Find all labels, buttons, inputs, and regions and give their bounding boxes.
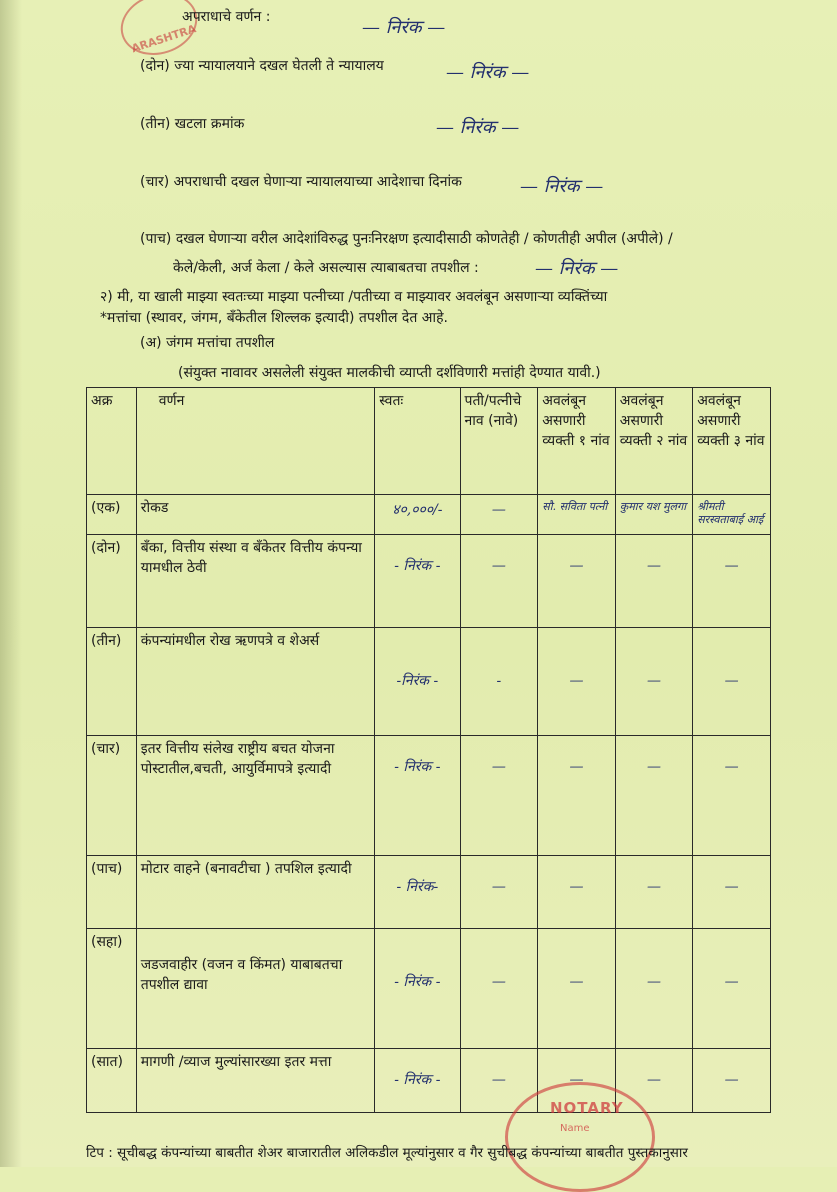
row7-dep3-cell: [693, 1049, 771, 1113]
row1-dep2-value: कुमार यश मुलगा: [619, 500, 687, 513]
row5-self-cell: [375, 856, 460, 929]
row3-dep3-cell: [693, 628, 771, 736]
row1-dep1-value: सौ. सविता पत्नी: [542, 500, 608, 513]
item3-handwritten-value: — निरंक —: [436, 117, 520, 138]
row3-desc: कंपन्यांमधील रोख ऋणपत्रे व शेअर्स: [136, 628, 374, 736]
row5-dep2-cell: [615, 856, 692, 929]
row4-num: (चार): [87, 736, 137, 856]
row3-num: (तीन): [87, 628, 137, 736]
item1-label: अपराधाचे वर्णन :: [182, 9, 271, 25]
row3-dep2-value: —: [646, 673, 661, 689]
row3-spouse-cell: [460, 628, 538, 736]
table-row: [87, 495, 771, 535]
header-desc: वर्णन: [136, 388, 374, 495]
row6-dep3-value: —: [724, 974, 739, 990]
row5-dep1-value: —: [569, 879, 584, 895]
row2-self-value: - निरंक -: [394, 558, 441, 574]
header-self: स्वतः: [375, 388, 460, 495]
section2-line1: २) मी, या खाली माझ्या स्वतःच्या माझ्या पत्नीच्या /पतीच्या व माझ्यावर अवलंबून असणाऱ्या व्यक्तिंच्या: [100, 289, 608, 305]
row6-num: (सहा): [87, 929, 137, 1049]
row2-spouse-cell: [460, 535, 538, 628]
row2-num: (दोन): [87, 535, 137, 628]
row4-dep1-value: —: [569, 759, 584, 775]
row3-self-cell: [375, 628, 460, 736]
header-num: अक्र: [87, 388, 137, 495]
notary-stamp-name: Name: [560, 1123, 590, 1134]
row4-dep3-value: —: [724, 759, 739, 775]
row6-self-value: - निरंक -: [394, 974, 441, 990]
row6-spouse-value: —: [491, 974, 506, 990]
footer-note: टिप : सूचीबद्ध कंपन्यांच्या बाबतीत शेअर बाजारातील अलिकडील मूल्यांनुसार व गैर सुचीबद्ध कंपन्यांच्या बाबतीत पुस्तकानुसार: [86, 1145, 688, 1161]
row5-dep1-cell: [538, 856, 615, 929]
table-row: [87, 736, 771, 856]
row1-spouse-value: —: [491, 502, 506, 518]
row6-dep2-value: —: [646, 974, 661, 990]
row5-dep3-cell: [693, 856, 771, 929]
row5-self-value: - निरंक-: [396, 879, 439, 895]
row5-spouse-value: —: [491, 879, 506, 895]
notary-stamp: [505, 1082, 655, 1192]
row5-spouse-cell: [460, 856, 538, 929]
section2-line2: *मत्तांचा (स्थावर, जंगम, बँकेतील शिल्लक इत्यादी) तपशील देत आहे.: [100, 310, 448, 326]
row6-dep1-cell: [538, 929, 615, 1049]
table-row: [87, 929, 771, 1049]
row2-dep3-cell: [693, 535, 771, 628]
page-edge-shadow: [0, 0, 22, 1167]
row4-self-cell: [375, 736, 460, 856]
row2-dep1-value: —: [569, 558, 584, 574]
row3-dep1-value: —: [569, 673, 584, 689]
row3-self-value: -निरंक -: [396, 673, 439, 689]
notary-stamp-title: NOTARY: [550, 1099, 624, 1117]
table-row: [87, 1049, 771, 1113]
table-header-row: [87, 388, 771, 495]
row4-spouse-cell: [460, 736, 538, 856]
row7-self-cell: [375, 1049, 460, 1113]
row3-dep1-cell: [538, 628, 615, 736]
row2-self-cell: [375, 535, 460, 628]
row4-self-value: - निरंक -: [394, 759, 441, 775]
row1-spouse-cell: [460, 495, 538, 535]
row7-num: (सात): [87, 1049, 137, 1113]
row4-dep2-value: —: [646, 759, 661, 775]
item5-label-line2: केले/केली, अर्ज केला / केले असल्यास त्याबाबतचा तपशील :: [173, 260, 479, 276]
table-row: [87, 628, 771, 736]
row1-dep3-cell: [693, 495, 771, 535]
table-row: [87, 856, 771, 929]
row2-spouse-value: —: [491, 558, 506, 574]
row1-dep1-cell: [538, 495, 615, 535]
row2-dep1-cell: [538, 535, 615, 628]
header-dep1: अवलंबून असणारी व्यक्ती १ नांव: [538, 388, 615, 495]
item1-handwritten-value: — निरंक —: [362, 17, 446, 38]
row6-dep3-cell: [693, 929, 771, 1049]
row7-spouse-value: —: [491, 1072, 506, 1088]
row2-dep2-cell: [615, 535, 692, 628]
row4-dep3-cell: [693, 736, 771, 856]
item5-handwritten-value: — निरंक —: [535, 258, 619, 279]
row1-self-cell: [375, 495, 460, 535]
row2-desc: बँका, वित्तीय संस्था व बँकेतर वित्तीय कंपन्या यामधील ठेवी: [136, 535, 374, 628]
row4-desc: इतर वित्तीय संलेख राष्ट्रीय बचत योजना पोस्टातील,बचती, आयुर्विमापत्रे इत्यादी: [136, 736, 374, 856]
row5-dep2-value: —: [646, 879, 661, 895]
row3-dep3-value: —: [724, 673, 739, 689]
row6-self-cell: [375, 929, 460, 1049]
row4-spouse-value: —: [491, 759, 506, 775]
row5-desc: मोटार वाहने (बनावटीचा ) तपशिल इत्यादी: [136, 856, 374, 929]
row6-dep2-cell: [615, 929, 692, 1049]
header-spouse: पती/पत्नीचे नाव (नावे): [460, 388, 538, 495]
header-dep2: अवलंबून असणारी व्यक्ती २ नांव: [615, 388, 692, 495]
row1-desc: रोकड: [136, 495, 374, 535]
section2-note: (संयुक्त नावावर असलेली संयुक्त मालकीची व्याप्ती दर्शविणारी मत्तांही देण्यात यावी.): [178, 365, 601, 381]
row6-dep1-value: —: [569, 974, 584, 990]
row1-dep2-cell: [615, 495, 692, 535]
row1-num: (एक): [87, 495, 137, 535]
row6-spouse-cell: [460, 929, 538, 1049]
row1-dep3-value: श्रीमती सरस्वताबाई आई: [697, 500, 764, 526]
row7-dep3-value: —: [724, 1072, 739, 1088]
row6-desc: जडजवाहीर (वजन व किंमत) याबाबतचा तपशील द्यावा: [136, 929, 374, 1049]
item5-label-line1: (पाच) दखल घेणाऱ्या वरील आदेशांविरुद्ध पुनःनिरक्षण इत्यादीसाठी कोणतेही / कोणतीही अपील (अपीले) /: [140, 231, 673, 247]
row2-dep2-value: —: [646, 558, 661, 574]
row4-dep1-cell: [538, 736, 615, 856]
row4-dep2-cell: [615, 736, 692, 856]
row5-dep3-value: —: [724, 879, 739, 895]
row1-self-value: ४०,०००/-: [392, 502, 443, 518]
section2-sub-heading: (अ) जंगम मत्तांचा तपशील: [140, 335, 275, 351]
item4-handwritten-value: — निरंक —: [520, 176, 604, 197]
item4-label: (चार) अपराधाची दखल घेणाऱ्या न्यायालयाच्या आदेशाचा दिनांक: [140, 174, 462, 190]
row3-dep2-cell: [615, 628, 692, 736]
table-row: [87, 535, 771, 628]
header-dep3: अवलंबून असणारी व्यक्ती ३ नांव: [693, 388, 771, 495]
row7-dep2-value: —: [646, 1072, 661, 1088]
row5-num: (पाच): [87, 856, 137, 929]
item2-label: (दोन) ज्या न्यायालयाने दखल घेतली ते न्यायालय: [140, 58, 384, 74]
item2-handwritten-value: — निरंक —: [446, 62, 530, 83]
row7-dep1-value: —: [569, 1072, 584, 1088]
row3-spouse-value: -: [496, 673, 502, 689]
row7-self-value: - निरंक -: [394, 1072, 441, 1088]
item3-label: (तीन) खटला क्रमांक: [140, 116, 245, 132]
top-seal-text: ARASHTRA: [129, 22, 198, 56]
row2-dep3-value: —: [724, 558, 739, 574]
movable-assets-table: [86, 387, 771, 1113]
row7-desc: मागणी /व्याज मुल्यांसारख्या इतर मत्ता: [136, 1049, 374, 1113]
